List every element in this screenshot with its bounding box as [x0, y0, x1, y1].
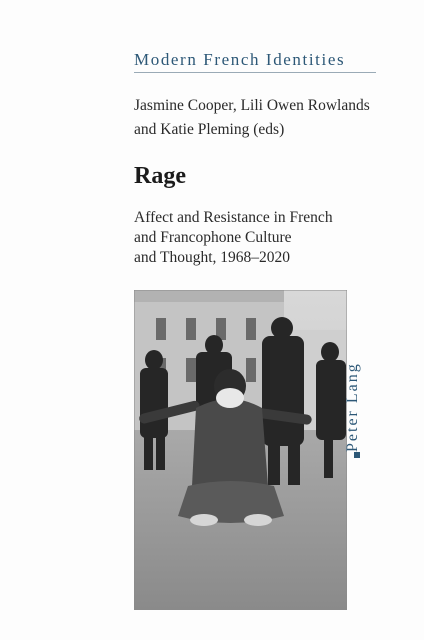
subtitle-line-2: and Francophone Culture [134, 229, 292, 246]
series-title: Modern French Identities [134, 50, 346, 69]
subtitle-line-1: Affect and Resistance in French [134, 209, 333, 226]
book-subtitle [134, 208, 394, 268]
subtitle-line-3: and Thought, 1968–2020 [134, 249, 290, 266]
book-title: Rage [134, 163, 186, 189]
publisher-name: Peter Lang [344, 362, 361, 452]
editors [134, 94, 404, 142]
editors-line-2: and Katie Pleming (eds) [134, 121, 285, 138]
series-divider [134, 72, 376, 73]
editors-line-1: Jasmine Cooper, Lili Owen Rowlands [134, 97, 370, 114]
cover-photo [134, 290, 347, 610]
